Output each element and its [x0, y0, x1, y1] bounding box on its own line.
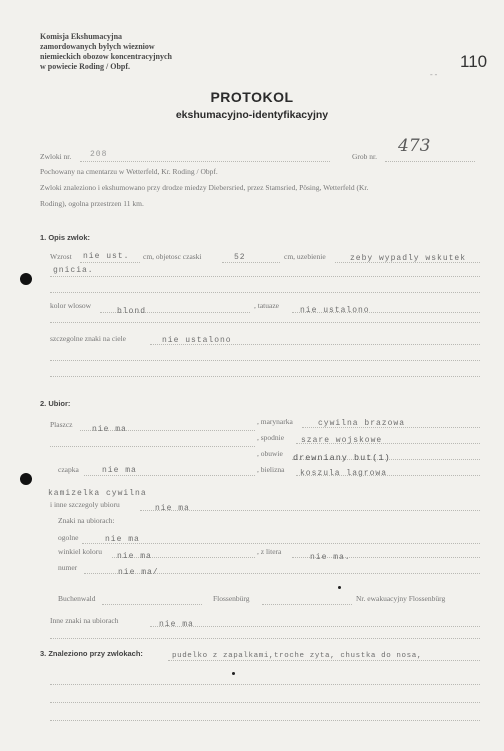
zwloki-value: 208 [90, 150, 108, 159]
czapka-label: czapka [58, 465, 79, 474]
cm-label: cm, objetosc czaski [143, 252, 202, 261]
ink-dot [338, 586, 341, 589]
znaki-ubiorach-label: Znaki na ubiorach: [58, 516, 115, 525]
litera-value: nie ma. [310, 553, 351, 562]
punch-hole-top [20, 273, 32, 285]
grob-label: Grob nr. [352, 152, 377, 161]
margin-mark: - - [430, 70, 438, 79]
inne-szczegoly-label: i inne szczegoly ubioru [50, 500, 120, 509]
bielizna-label: , bielizna [257, 465, 285, 474]
tatuaze-value: nie ustalono [300, 306, 370, 315]
wzrost-value: nie ust. [83, 252, 130, 261]
uzebienie-label: cm, uzebienie [284, 252, 326, 261]
litera-label: , z litera [257, 547, 282, 556]
found-text-1: Zwloki znaleziono i ekshumowano przy drodze miedzy Diebersried, przez Stamsried, Pösing, Wetterfeld (Kr. [40, 183, 369, 192]
numer-label: numer [58, 563, 78, 572]
ink-dot-2 [232, 672, 235, 675]
wzrost-label: Wzrost [50, 252, 72, 261]
page-number: 110 [460, 52, 488, 71]
org-header [40, 32, 172, 72]
kolor-label: kolor wlosow [50, 301, 92, 310]
section3-heading: 3. Znaleziono przy zwlokach: [40, 649, 143, 658]
title-sub: ekshumacyjno-identyfikacyjny [175, 109, 329, 121]
org-line-3: niemieckich obozow koncentracyjnych [40, 52, 172, 61]
inne-szczegoly-value: nie ma [155, 504, 190, 513]
ogolne-value: nie ma [105, 535, 140, 544]
kolor-value: blond [117, 307, 147, 316]
section3-value: pudelko z zapalkami,troche zyta, chustka do nosa, [172, 652, 422, 660]
extra-clothing-value: kamizelka cywilna [48, 489, 147, 498]
cemetery-text: Pochowany na cmentarzu w Wetterfeld, Kr. Roding / Obpf. [40, 167, 218, 176]
numer-value: nie ma/ [118, 568, 159, 577]
bielizna-value: koszula lagrowa [300, 469, 388, 478]
marynarka-label: , marynarka [257, 417, 293, 426]
punch-hole-bottom [20, 473, 32, 485]
ogolne-label: ogolne [58, 533, 79, 542]
grob-value: 473 [398, 136, 431, 156]
ewakuacyjny-label: Nr. ewakuacyjny Flossenbürg [356, 594, 446, 603]
inne-znaki-value: nie ma [159, 620, 194, 629]
section2-heading: 2. Ubior: [40, 399, 71, 408]
plaszcz-value: nie ma [92, 425, 127, 434]
buchenwald-label: Buchenwald [58, 594, 96, 603]
org-line-4: w powiecie Roding / Obpf. [40, 62, 131, 71]
org-line-2: zamordowanych bylych wiezniow [40, 42, 155, 51]
uzebienie-value-2: gnicia. [53, 266, 94, 275]
obuwie-value: drewniany but(1) [293, 453, 391, 463]
inne-znaki-label: Inne znaki na ubiorach [50, 616, 119, 625]
section1-heading: 1. Opis zwlok: [40, 233, 91, 242]
czapka-value: nie ma [102, 466, 137, 475]
flossenburg-label: Flossenbürg [213, 594, 250, 603]
znaki-ciele-value: nie ustalono [162, 336, 232, 345]
uzebienie-value: zeby wypadly wskutek [350, 254, 467, 263]
winkiel-label: winkiel koloru [58, 547, 102, 556]
marynarka-value: cywilna brazowa [318, 419, 406, 428]
czaski-value: 52 [234, 253, 246, 262]
found-text-2: Roding), ogolna przestrzen 11 km. [40, 199, 144, 208]
znaki-ciele-label: szczegolne znaki na ciele [50, 334, 126, 343]
plaszcz-label: Plaszcz [50, 420, 73, 429]
winkiel-value: nie ma [117, 552, 152, 561]
tatuaze-label: , tatuaze [254, 301, 279, 310]
spodnie-value: szare wojskowe [301, 436, 383, 445]
title-main: PROTOKOL [210, 89, 294, 105]
spodnie-label: , spodnie [257, 433, 285, 442]
zwloki-label: Zwloki nr. [40, 152, 72, 161]
obuwie-label: , obuwie [257, 449, 283, 458]
org-line-1: Komisja Ekshumacyjna [40, 32, 123, 41]
